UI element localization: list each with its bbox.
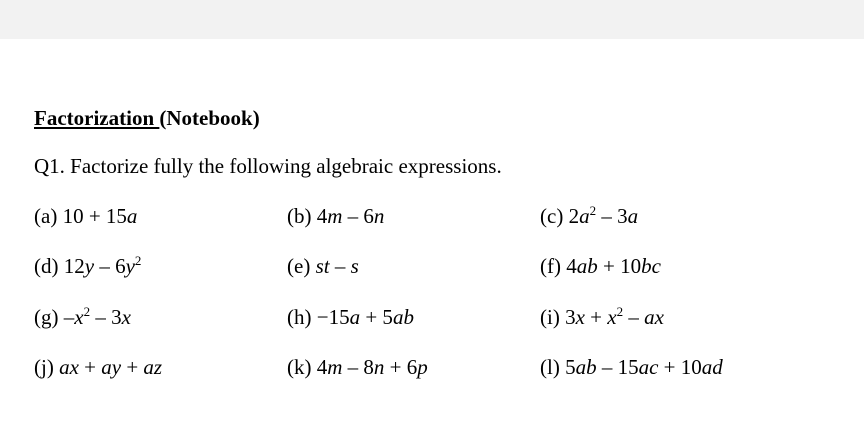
page-title [34,106,260,131]
expression-b [287,204,384,229]
expression-h [287,305,414,330]
expression-l [540,355,723,380]
expression-label: (d) [34,254,64,278]
expression-f [540,254,661,279]
expression-i [540,305,664,330]
expression-math: 4ab + 10bc [566,254,661,278]
expression-math: $2a^2 - 3a$ [568,203,639,228]
expression-g [34,305,131,330]
expression-label: (b) [287,204,317,228]
title-rest: (Notebook) [159,106,260,130]
expression-math: 4m – 8n + 6p [316,355,428,379]
expression-math: ax + ay + az [59,355,163,379]
expression-label: (j) [34,355,60,379]
expression-label: (a) [34,204,63,228]
expression-math: 5ab – 15ac + 10ad [565,355,723,379]
expression-math: $12y - 6y^2$ [63,253,142,278]
expression-label: (e) [287,254,316,278]
expression-a [34,204,137,229]
expression-label: (k) [287,355,317,379]
expression-label: (i) [540,305,566,329]
question-text: Q1. Factorize fully the following algebraic expressions. [34,154,502,178]
expression-math: $-x^2 - 3x$ [63,304,131,329]
expression-math: −15a + 5ab [316,305,414,329]
expression-label: (h) [287,305,317,329]
expression-e [287,254,359,279]
top-bar [0,0,864,39]
expression-math: $3x + x^2$ – ax [565,304,664,329]
expression-d [34,254,141,279]
expression-label: (g) [34,305,64,329]
title-underlined: Factorization [34,106,160,130]
expression-math: st – s [315,254,359,278]
expression-c [540,204,638,229]
expression-math: 10 + 15a [62,204,138,228]
expression-j [34,355,162,380]
expression-k [287,355,428,380]
expression-label: (l) [540,355,566,379]
expression-math: 4m – 6n [316,204,385,228]
expression-label: (f) [540,254,567,278]
expression-label: (c) [540,204,569,228]
